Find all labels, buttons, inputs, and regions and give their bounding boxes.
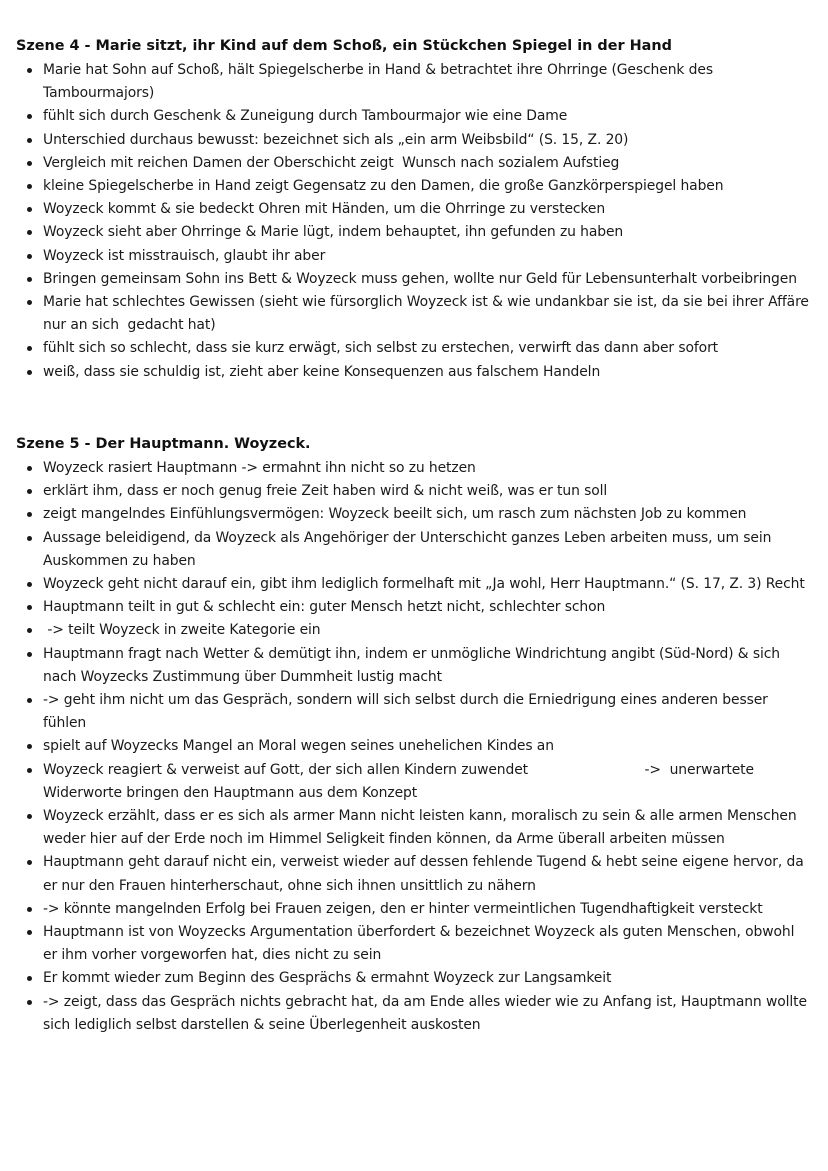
- bullet-list: [16, 457, 812, 1037]
- list-item: Aussage beleidigend, da Woyzeck als Angehöriger der Unterschicht ganzes Leben arbeiten muss, um sein Auskommen zu haben: [16, 527, 812, 573]
- list-item: Hauptmann geht darauf nicht ein, verweist wieder auf dessen fehlende Tugend & hebt seine eigene hervor, da er nur den Frauen hinterherschaut, ohne sich ihnen unsittlich zu nähern: [16, 851, 812, 897]
- bullet-list: [16, 59, 818, 384]
- section-heading: Szene 5 - Der Hauptmann. Woyzeck.: [16, 436, 311, 452]
- list-item: Er kommt wieder zum Beginn des Gesprächs & ermahnt Woyzeck zur Langsamkeit: [16, 967, 812, 990]
- list-item: fühlt sich durch Geschenk & Zuneigung durch Tambourmajor wie eine Dame: [16, 105, 812, 128]
- list-item: -> teilt Woyzeck in zweite Kategorie ein: [16, 619, 812, 642]
- list-item: Marie hat schlechtes Gewissen (sieht wie fürsorglich Woyzeck ist & wie undankbar sie ist, da sie bei ihrer Affäre nur an sich gedacht hat): [16, 291, 812, 337]
- list-item: Woyzeck geht nicht darauf ein, gibt ihm lediglich formelhaft mit „Ja wohl, Herr Hauptmann.“ (S. 17, Z. 3) Recht: [16, 573, 812, 596]
- list-item: Woyzeck kommt & sie bedeckt Ohren mit Händen, um die Ohrringe zu verstecken: [16, 198, 812, 221]
- list-item: Woyzeck sieht aber Ohrringe & Marie lügt, indem behauptet, ihn gefunden zu haben: [16, 221, 812, 244]
- list-item: Vergleich mit reichen Damen der Oberschicht zeigt Wunsch nach sozialem Aufstieg: [16, 152, 812, 175]
- list-item: Bringen gemeinsam Sohn ins Bett & Woyzeck muss gehen, wollte nur Geld für Lebensunterhalt vorbeibringen: [16, 268, 812, 291]
- section-heading: Szene 4 - Marie sitzt, ihr Kind auf dem Schoß, ein Stückchen Spiegel in der Hand: [16, 38, 672, 54]
- list-item: Woyzeck erzählt, dass er es sich als armer Mann nicht leisten kann, moralisch zu sein & alle armen Menschen weder hier auf der Erde noch im Himmel Seligkeit finden können, da Arme überall arbeiten müssen: [16, 805, 812, 851]
- list-item: weiß, dass sie schuldig ist, zieht aber keine Konsequenzen aus falschem Handeln: [16, 361, 812, 384]
- list-item: Hauptmann teilt in gut & schlecht ein: guter Mensch hetzt nicht, schlechter schon: [16, 596, 812, 619]
- list-item: Marie hat Sohn auf Schoß, hält Spiegelscherbe in Hand & betrachtet ihre Ohrringe (Geschenk des Tambourmajors): [16, 59, 812, 105]
- list-item: Unterschied durchaus bewusst: bezeichnet sich als „ein arm Weibsbild“ (S. 15, Z. 20): [16, 129, 812, 152]
- list-item: Woyzeck reagiert & verweist auf Gott, der sich allen Kindern zuwendet -> unerwartete Widerworte bringen den Hauptmann aus dem Konzept: [16, 759, 812, 805]
- list-item: Hauptmann fragt nach Wetter & demütigt ihn, indem er unmögliche Windrichtung angibt (Süd-Nord) & sich nach Woyzecks Zustimmung über Dummheit lustig macht: [16, 643, 812, 689]
- list-item: Woyzeck ist misstrauisch, glaubt ihr aber: [16, 245, 812, 268]
- list-item: zeigt mangelndes Einfühlungsvermögen: Woyzeck beeilt sich, um rasch zum nächsten Job zu kommen: [16, 503, 812, 526]
- list-item: -> könnte mangelnden Erfolg bei Frauen zeigen, den er hinter vermeintlichen Tugendhaftigkeit versteckt: [16, 898, 812, 921]
- list-item: -> zeigt, dass das Gespräch nichts gebracht hat, da am Ende alles wieder wie zu Anfang ist, Hauptmann wollte sich lediglich selbst darstellen & seine Überlegenheit auskosten: [16, 991, 812, 1037]
- list-item: Woyzeck rasiert Hauptmann -> ermahnt ihn nicht so zu hetzen: [16, 457, 812, 480]
- list-item: -> geht ihm nicht um das Gespräch, sondern will sich selbst durch die Erniedrigung eines anderen besser fühlen: [16, 689, 812, 735]
- list-item: kleine Spiegelscherbe in Hand zeigt Gegensatz zu den Damen, die große Ganzkörperspiegel haben: [16, 175, 812, 198]
- list-item: fühlt sich so schlecht, dass sie kurz erwägt, sich selbst zu erstechen, verwirft das dann aber sofort: [16, 337, 812, 360]
- section-szene-4: [16, 36, 818, 384]
- list-item: Hauptmann ist von Woyzecks Argumentation überfordert & bezeichnet Woyzeck als guten Menschen, obwohl er ihm vorher vorgeworfen hat, dies nicht zu sein: [16, 921, 812, 967]
- list-item: erklärt ihm, dass er noch genug freie Zeit haben wird & nicht weiß, was er tun soll: [16, 480, 812, 503]
- section-szene-5: [16, 434, 812, 1037]
- list-item: spielt auf Woyzecks Mangel an Moral wegen seines unehelichen Kindes an: [16, 735, 812, 758]
